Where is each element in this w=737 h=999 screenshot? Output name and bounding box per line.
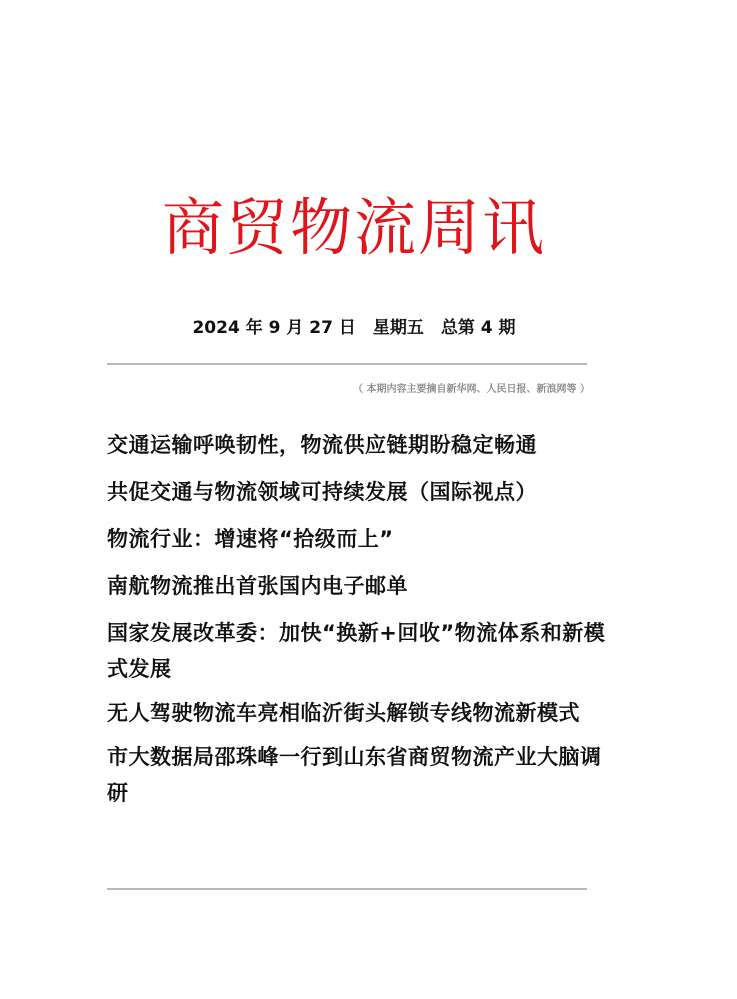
issue-date-line: 2024 年 9 月 27 日 星期五 总第 4 期 (192, 318, 516, 338)
bottom-divider (107, 888, 587, 890)
headline-item[interactable]: 交通运输呼唤韧性，物流供应链期盼稳定畅通 (107, 433, 537, 457)
source-note: （ 本期内容主要摘自新华网、人民日报、新浪网等 ） (353, 384, 590, 395)
headline-item[interactable]: 物流行业：增速将“拾级而上” (107, 527, 394, 551)
masthead-title: 商贸物流周讯 (161, 191, 546, 264)
headline-item[interactable]: 市大数据局邵珠峰一行到山东省商贸物流产业大脑调研 (107, 745, 602, 805)
headline-item[interactable]: 无人驾驶物流车亮相临沂街头解锁专线物流新模式 (107, 701, 580, 725)
headline-item[interactable]: 共促交通与物流领域可持续发展（国际视点） (107, 480, 537, 504)
top-divider (107, 363, 587, 365)
headline-list (107, 427, 607, 819)
headline-item[interactable]: 南航物流推出首张国内电子邮单 (107, 574, 408, 598)
headline-item[interactable]: 国家发展改革委：加快“换新+回收”物流体系和新模式发展 (107, 621, 606, 681)
